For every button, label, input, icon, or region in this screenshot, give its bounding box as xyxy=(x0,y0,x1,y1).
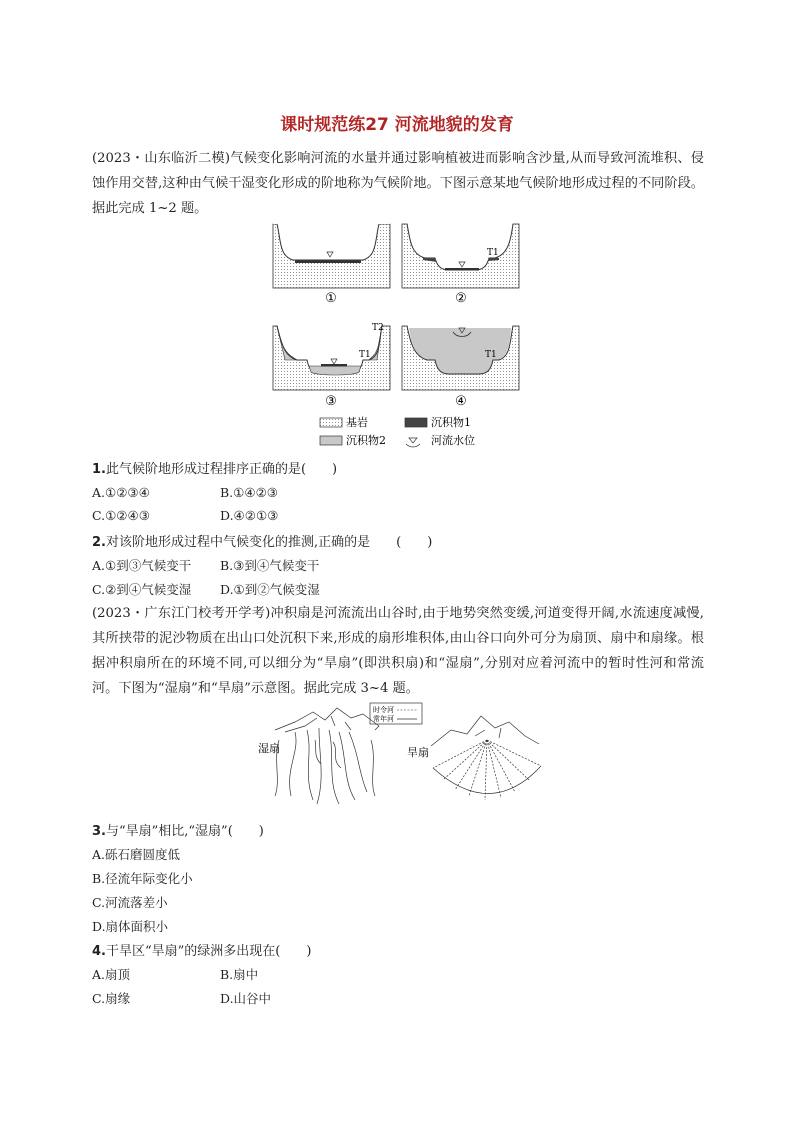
t1-label-panel-4: T1 xyxy=(485,350,497,360)
q4-option-a[interactable]: A.扇顶 xyxy=(92,967,131,982)
fan-legend xyxy=(370,703,422,724)
t1-label-panel-3: T1 xyxy=(359,350,371,360)
panel-1-label: ① xyxy=(325,291,337,306)
panel-4 xyxy=(402,322,519,390)
legend-bedrock: 基岩 xyxy=(346,416,368,429)
alluvial-fan-figure xyxy=(255,700,545,810)
q4-option-d[interactable]: D.山谷中 xyxy=(220,991,272,1006)
q1-option-b[interactable]: B.①④②③ xyxy=(220,485,278,500)
q1-option-a[interactable]: A.①②③④ xyxy=(92,485,150,500)
question-1: 1.此气候阶地形成过程排序正确的是( ) xyxy=(92,462,338,477)
q3-option-d[interactable]: D.扇体面积小 xyxy=(92,919,169,934)
q1-option-c[interactable]: C.①②④③ xyxy=(92,508,150,523)
legend-temporary-river: 时令河 xyxy=(373,706,394,714)
intro-paragraph-1: (2023・山东临沂二模)气候变化影响河流的水量并通过影响植被进而影响含沙量,从而导致河流堆积、侵蚀作用交替,这种由气候干湿变化形成的阶地称为气候阶地。下图示意某地气候阶地形成过程的不同阶段。据此完成 1~2 题。 xyxy=(92,151,704,216)
q2-option-d[interactable]: D.①到②气候变湿 xyxy=(220,582,320,597)
t2-label: T2 xyxy=(372,323,384,333)
question-2: 2.对该阶地形成过程中气候变化的推测,正确的是 ( ) xyxy=(92,535,433,550)
dry-fan xyxy=(431,716,541,800)
dry-fan-label: 旱扇 xyxy=(407,746,429,759)
legend-water-level: 河流水位 xyxy=(431,434,475,447)
intro-paragraph-2: (2023・广东江门校考开学考)冲积扇是河流流出山谷时,由于地势突然变缓,河道变得开阔,水流速度减慢,其所挟带的泥沙物质在出山口处沉积下来,形成的扇形堆积体,由山谷口向外可分为扇顶、扇中和扇缘。根据冲积扇所在的环境不同,可以细分为“旱扇”(即洪积扇)和“湿扇”,分别对应着河流中的暂时性河和常流河。下图为“湿扇”和“旱扇”示意图。据此完成 3~4 题。 xyxy=(92,606,704,696)
panel-2 xyxy=(402,220,519,288)
figure-legend xyxy=(320,415,475,447)
panel-1 xyxy=(273,220,390,288)
panel-2-label: ② xyxy=(455,291,467,306)
page-title: 课时规范练27 河流地貌的发育 xyxy=(280,115,514,135)
q4-option-c[interactable]: C.扇缘 xyxy=(92,991,131,1006)
legend-perennial-river: 常年河 xyxy=(373,715,394,723)
legend-sediment-2: 沉积物2 xyxy=(346,434,386,447)
wet-fan xyxy=(275,708,379,804)
t1-label-panel-2: T1 xyxy=(487,248,499,258)
terrace-figure xyxy=(265,220,535,456)
question-4: 4.干旱区“旱扇”的绿洲多出现在( ) xyxy=(92,944,312,959)
q3-option-a[interactable]: A.砾石磨圆度低 xyxy=(92,847,181,862)
wet-fan-label: 湿扇 xyxy=(258,742,280,755)
q3-option-c[interactable]: C.河流落差小 xyxy=(92,895,168,910)
q2-option-b[interactable]: B.③到④气候变干 xyxy=(220,558,320,573)
q2-option-a[interactable]: A.①到③气候变干 xyxy=(92,558,192,573)
legend-sediment-1: 沉积物1 xyxy=(431,416,471,429)
q4-option-b[interactable]: B.扇中 xyxy=(220,967,259,982)
q1-option-d[interactable]: D.④②①③ xyxy=(220,508,279,523)
question-3: 3.与“旱扇”相比,“湿扇”( ) xyxy=(92,824,264,839)
q2-option-c[interactable]: C.②到④气候变湿 xyxy=(92,582,192,597)
panel-4-label: ④ xyxy=(455,394,467,409)
q3-option-b[interactable]: B.径流年际变化小 xyxy=(92,871,193,886)
panel-3 xyxy=(273,322,390,390)
panel-3-label: ③ xyxy=(325,394,337,409)
